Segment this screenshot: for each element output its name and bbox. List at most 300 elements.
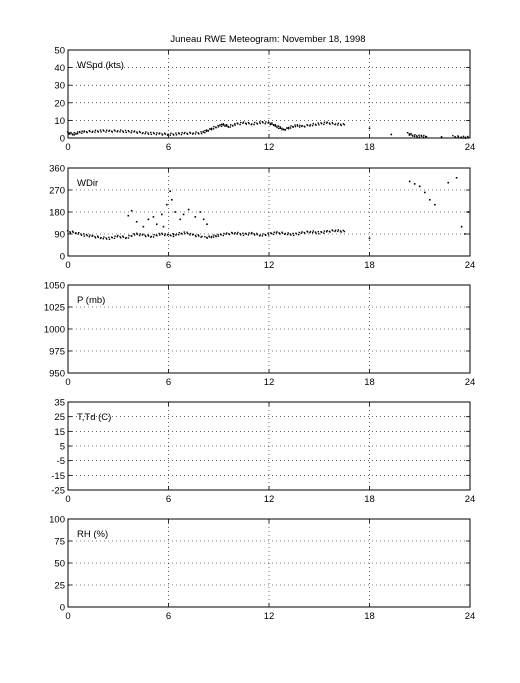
wspd-data-point (295, 126, 296, 127)
wdir-data-point (251, 232, 252, 233)
wspd-data-point (230, 124, 231, 125)
wdir-data-point (187, 233, 188, 234)
wspd-ytick-label: 30 (54, 80, 65, 92)
wspd-data-point (142, 132, 143, 133)
wdir-data-point (323, 232, 324, 233)
wdir-data-point (128, 215, 130, 217)
wdir-data-point (142, 234, 143, 235)
wspd-data-point (327, 121, 328, 122)
wspd-data-point (318, 122, 319, 123)
wspd-data-point (187, 134, 188, 135)
wdir-data-point (195, 216, 197, 218)
wdir-data-point (204, 236, 205, 237)
wspd-data-point (270, 123, 271, 124)
wdir-ytick-label: 270 (49, 185, 65, 197)
wdir-data-point (315, 233, 316, 234)
wspd-data-point (69, 133, 70, 134)
wspd-data-point (310, 124, 311, 125)
wspd-data-point (215, 127, 216, 128)
wdir-data-point (108, 237, 109, 238)
wdir-data-point (301, 231, 302, 232)
wdir-data-point (186, 232, 187, 233)
wspd-data-point (270, 124, 271, 125)
wdir-data-point (312, 232, 313, 233)
wspd-data-point (208, 130, 209, 131)
wdir-data-point (131, 210, 133, 212)
wspd-data-point (323, 124, 324, 125)
wdir-data-point (318, 231, 319, 232)
wdir-data-point (464, 233, 466, 235)
wdir-data-point (128, 235, 129, 236)
wspd-data-point (84, 130, 85, 131)
wspd-data-point (313, 123, 314, 124)
temperature-ytick-label: 15 (54, 426, 65, 438)
wspd-data-point (94, 131, 95, 132)
wspd-data-point (463, 136, 464, 137)
wspd-data-point (193, 132, 194, 133)
wspd-data-point (131, 132, 132, 133)
wspd-ytick-label: 10 (54, 115, 65, 127)
wdir-data-point (335, 230, 336, 231)
wdir-data-point (273, 232, 274, 233)
wdir-data-point (271, 233, 272, 234)
wspd-data-point (145, 131, 146, 132)
wspd-data-point (335, 123, 336, 124)
wdir-data-point (166, 204, 168, 206)
wspd-data-point (259, 121, 260, 122)
wspd-data-point (338, 123, 339, 124)
wdir-data-point (209, 236, 210, 237)
wspd-data-point (423, 137, 424, 138)
wspd-data-point (344, 124, 345, 125)
wspd-data-point (461, 136, 462, 137)
wspd-data-point (217, 125, 218, 126)
wspd-data-point (218, 126, 219, 127)
wdir-data-point (103, 238, 104, 239)
wspd-data-point (418, 134, 419, 135)
rh-ytick-label: 50 (54, 558, 65, 570)
wspd-data-point (271, 124, 272, 125)
wspd-data-point (203, 131, 204, 132)
temperature-xtick-label: 24 (464, 494, 476, 505)
wdir-data-point (183, 214, 185, 216)
wspd-data-point (409, 133, 410, 134)
wdir-data-point (190, 233, 191, 234)
wspd-data-point (257, 123, 258, 124)
wdir-data-point (434, 204, 436, 206)
wdir-data-point (174, 211, 176, 213)
wdir-data-point (327, 230, 328, 231)
temperature-ytick-label: -25 (51, 485, 65, 497)
wspd-data-point (181, 134, 182, 135)
wspd-data-point (285, 129, 286, 130)
wspd-data-point (79, 132, 80, 133)
wspd-data-point (340, 125, 341, 126)
wdir-data-point (313, 230, 314, 231)
wdir-data-point (321, 232, 322, 233)
wdir-data-point (179, 232, 180, 233)
wspd-data-point (219, 125, 220, 126)
wspd-data-point (167, 134, 168, 135)
wspd-data-point (75, 133, 76, 134)
wspd-data-point (190, 132, 191, 133)
wdir-data-point (217, 234, 218, 235)
wdir-data-point (72, 232, 73, 233)
wspd-data-point (273, 124, 274, 125)
wdir-data-point (242, 233, 243, 234)
wdir-data-point (195, 236, 196, 237)
wdir-data-point (167, 234, 168, 235)
wspd-ytick-label: 20 (54, 98, 65, 110)
wdir-data-point (89, 234, 90, 235)
wdir-data-point (161, 214, 163, 216)
wspd-data-point (290, 125, 291, 126)
wspd-xtick-label: 6 (165, 142, 172, 153)
wspd-data-point (412, 135, 413, 136)
wspd-data-point (251, 123, 252, 124)
wdir-data-point (164, 235, 165, 236)
wdir-data-point (109, 239, 110, 240)
wdir-data-point (159, 234, 160, 235)
wdir-data-point (267, 233, 268, 234)
wspd-data-point (254, 122, 255, 123)
wspd-data-point (465, 138, 466, 139)
wspd-data-point (297, 125, 298, 126)
wspd-data-point (100, 131, 101, 132)
wdir-data-point (114, 238, 115, 239)
wspd-data-point (106, 130, 107, 131)
wdir-data-point (84, 235, 85, 236)
wspd-data-point (224, 126, 225, 127)
wspd-data-point (114, 130, 115, 131)
wdir-data-point (292, 233, 293, 234)
wspd-data-point (410, 133, 411, 134)
wspd-data-point (230, 126, 231, 127)
wdir-xtick-label: 18 (364, 260, 375, 271)
wdir-data-point (257, 234, 258, 235)
wspd-data-point (144, 133, 145, 134)
wspd-data-point (332, 123, 333, 124)
wspd-data-point (117, 130, 118, 131)
wdir-data-point (67, 230, 68, 231)
wspd-data-point (137, 132, 138, 133)
wspd-data-point (176, 134, 177, 135)
wspd-data-point (237, 123, 238, 124)
wdir-data-point (178, 234, 179, 235)
wspd-data-point (148, 133, 149, 134)
wdir-data-point (461, 226, 463, 228)
wspd-data-point (209, 129, 210, 130)
wdir-data-point (337, 231, 338, 232)
wspd-data-point (248, 123, 249, 124)
wdir-data-point (206, 223, 208, 225)
wdir-data-point (307, 231, 308, 232)
temperature-ytick-label: 35 (54, 397, 65, 409)
wspd-data-point (315, 124, 316, 125)
rh-xtick-label: 0 (65, 611, 71, 622)
wdir-data-point (223, 235, 224, 236)
pressure-xtick-label: 6 (165, 377, 172, 388)
wspd-data-point (200, 131, 201, 132)
wdir-data-point (287, 234, 288, 235)
wdir-data-point (81, 235, 82, 236)
wdir-data-point (77, 233, 78, 234)
wdir-data-point (279, 233, 280, 234)
pressure-xtick-label: 12 (263, 377, 275, 388)
wspd-data-point (462, 137, 463, 138)
wdir-data-point (424, 192, 426, 194)
wspd-data-point (329, 124, 330, 125)
wspd-data-point (301, 125, 302, 126)
wdir-ytick-label: 360 (49, 163, 65, 175)
wdir-data-point (153, 236, 154, 237)
wspd-data-point (77, 131, 78, 132)
wspd-data-point (246, 124, 247, 125)
rh-xtick-label: 24 (464, 611, 476, 622)
wdir-data-point (456, 177, 458, 179)
wspd-data-point (119, 131, 120, 132)
wdir-data-point (86, 235, 87, 236)
wspd-xtick-label: 12 (263, 142, 275, 153)
wspd-data-point (414, 136, 415, 137)
rh-xtick-label: 6 (165, 611, 172, 622)
wspd-data-point (294, 124, 295, 125)
wspd-data-point (105, 131, 106, 132)
temperature-xtick-label: 18 (364, 494, 375, 505)
wspd-data-point (268, 121, 269, 122)
wdir-data-point (181, 233, 182, 234)
wspd-xtick-label: 0 (65, 142, 71, 153)
wspd-data-point (165, 133, 166, 134)
wdir-data-point (198, 235, 199, 236)
wspd-data-point (240, 122, 241, 123)
wspd-data-point (198, 133, 199, 134)
wdir-data-point (246, 233, 247, 234)
wspd-data-point (288, 128, 289, 129)
wdir-data-point (468, 211, 470, 213)
wdir-data-point (151, 236, 152, 237)
wdir-data-point (223, 233, 224, 234)
wspd-data-point (390, 134, 392, 136)
wdir-data-point (240, 234, 241, 235)
wspd-data-point (112, 131, 113, 132)
wdir-xtick-label: 12 (263, 260, 275, 271)
wspd-data-point (318, 124, 319, 125)
wspd-data-point (175, 132, 176, 133)
wspd-data-point (92, 131, 93, 132)
wspd-data-point (337, 124, 338, 125)
wspd-data-point (134, 130, 135, 131)
wspd-data-point (455, 137, 456, 138)
wdir-data-point (329, 231, 330, 232)
wspd-data-point (204, 130, 205, 131)
wspd-data-point (224, 124, 225, 125)
wdir-data-point (189, 234, 190, 235)
wspd-data-point (228, 126, 229, 127)
figure-title: Juneau RWE Meteogram: November 18, 1998 (170, 34, 366, 45)
wdir-data-point (220, 234, 221, 235)
pressure-ytick-label: 975 (49, 346, 65, 358)
wdir-data-point (179, 219, 181, 221)
wspd-data-point (74, 132, 75, 133)
wdir-data-point (248, 234, 249, 235)
wspd-data-point (156, 134, 157, 135)
wdir-data-point (340, 231, 341, 232)
wdir-data-point (153, 216, 155, 218)
wdir-ytick-label: 180 (49, 207, 65, 219)
wdir-xtick-label: 24 (464, 260, 476, 271)
wdir-data-point (206, 237, 207, 238)
wspd-data-point (253, 124, 254, 125)
wdir-data-point (139, 233, 140, 234)
wdir-data-point (112, 237, 113, 238)
wdir-data-point (282, 233, 283, 234)
wspd-data-point (204, 132, 205, 133)
wspd-data-point (72, 133, 73, 134)
wspd-data-point (286, 128, 287, 129)
wspd-data-point (213, 126, 214, 127)
wdir-data-point (338, 229, 339, 230)
wdir-data-point (234, 232, 235, 233)
wspd-data-point (321, 123, 322, 124)
wspd-data-point (103, 130, 104, 131)
temperature-ytick-label: -15 (51, 470, 65, 482)
wspd-data-point (234, 124, 235, 125)
wdir-data-point (332, 230, 333, 231)
wspd-data-point (468, 137, 469, 138)
wdir-data-point (117, 235, 118, 236)
pressure-ytick-label: 1050 (43, 280, 65, 292)
wspd-data-point (95, 130, 96, 131)
wspd-data-point (283, 128, 284, 129)
temperature-panel-label: T,Td (C) (77, 412, 112, 423)
wspd-data-point (407, 132, 408, 133)
wspd-data-point (304, 126, 305, 127)
wdir-data-point (78, 232, 79, 233)
wspd-data-point (170, 133, 171, 134)
wspd-data-point (278, 125, 279, 126)
wdir-data-point (98, 237, 99, 238)
pressure-xtick-label: 0 (65, 377, 71, 388)
wspd-data-point (179, 133, 180, 134)
pressure-panel-label: P (mb) (77, 295, 106, 306)
wspd-data-point (410, 134, 411, 135)
wdir-data-point (184, 233, 185, 234)
wspd-data-point (452, 135, 453, 136)
wspd-data-point (150, 132, 151, 133)
wspd-ytick-label: 40 (54, 63, 65, 75)
rh-xtick-label: 12 (263, 611, 275, 622)
wspd-data-point (74, 134, 75, 135)
wdir-data-point (100, 237, 101, 238)
wspd-data-point (281, 128, 282, 129)
wdir-data-point (293, 235, 294, 236)
wdir-data-point (213, 234, 214, 235)
pressure-ytick-label: 1000 (43, 324, 65, 336)
wspd-data-point (226, 124, 227, 125)
wspd-data-point (275, 125, 276, 126)
rh-panel-label: RH (%) (77, 529, 109, 540)
wspd-data-point (441, 136, 443, 138)
wspd-data-point (221, 126, 222, 127)
wdir-data-point (92, 235, 93, 236)
wspd-data-point (77, 133, 78, 134)
wspd-data-point (86, 132, 87, 133)
temperature-xtick-label: 6 (165, 494, 172, 505)
wdir-data-point (226, 232, 227, 233)
wspd-data-point (265, 121, 266, 122)
wspd-data-point (288, 127, 289, 128)
wspd-data-point (276, 125, 277, 126)
wspd-data-point (243, 121, 244, 122)
wspd-data-point (123, 131, 124, 132)
wspd-xtick-label: 18 (364, 142, 375, 153)
wdir-data-point (171, 199, 173, 201)
wdir-data-point (298, 234, 299, 235)
wspd-data-point (98, 131, 99, 132)
wdir-data-point (184, 231, 185, 232)
wdir-data-point (287, 232, 288, 233)
temperature-xtick-label: 0 (65, 494, 71, 505)
wdir-data-point (285, 233, 286, 234)
wdir-data-point (344, 231, 345, 232)
wspd-data-point (206, 131, 207, 132)
wdir-panel-label: WDir (77, 178, 99, 189)
wspd-data-point (458, 136, 459, 137)
wspd-data-point (213, 128, 214, 129)
wdir-data-point (80, 233, 81, 234)
wdir-data-point (148, 219, 150, 221)
wspd-data-point (309, 125, 310, 126)
wspd-data-point (211, 128, 212, 129)
wspd-data-point (153, 133, 154, 134)
wdir-data-point (153, 234, 154, 235)
wdir-data-point (211, 236, 212, 237)
wspd-data-point (290, 127, 291, 128)
wspd-data-point (234, 123, 235, 124)
wspd-data-point (67, 131, 68, 132)
rh-ytick-label: 100 (49, 514, 65, 526)
wspd-data-point (276, 127, 277, 128)
wdir-data-point (324, 230, 325, 231)
wdir-data-point (188, 209, 190, 211)
wdir-ytick-label: 0 (59, 251, 65, 263)
wspd-data-point (221, 124, 222, 125)
wspd-data-point (409, 134, 410, 135)
pressure-ytick-label: 1025 (43, 302, 65, 314)
wdir-data-point (139, 235, 140, 236)
wdir-data-point (414, 183, 416, 185)
wdir-data-point (262, 233, 263, 234)
wspd-data-point (281, 129, 282, 130)
temperature-xtick-label: 12 (263, 494, 275, 505)
wspd-data-point (226, 125, 227, 126)
wdir-data-point (136, 221, 138, 223)
wdir-data-point (95, 237, 96, 238)
wspd-data-point (419, 136, 420, 137)
wspd-data-point (170, 134, 171, 135)
wdir-data-point (103, 236, 104, 237)
wdir-data-point (447, 182, 449, 184)
wspd-data-point (126, 132, 127, 133)
wspd-data-point (271, 122, 272, 123)
wspd-data-point (280, 128, 281, 129)
wspd-data-point (159, 132, 160, 133)
wspd-data-point (156, 132, 157, 133)
pressure-xtick-label: 18 (364, 377, 375, 388)
wspd-data-point (426, 136, 427, 137)
wdir-data-point (156, 235, 157, 236)
